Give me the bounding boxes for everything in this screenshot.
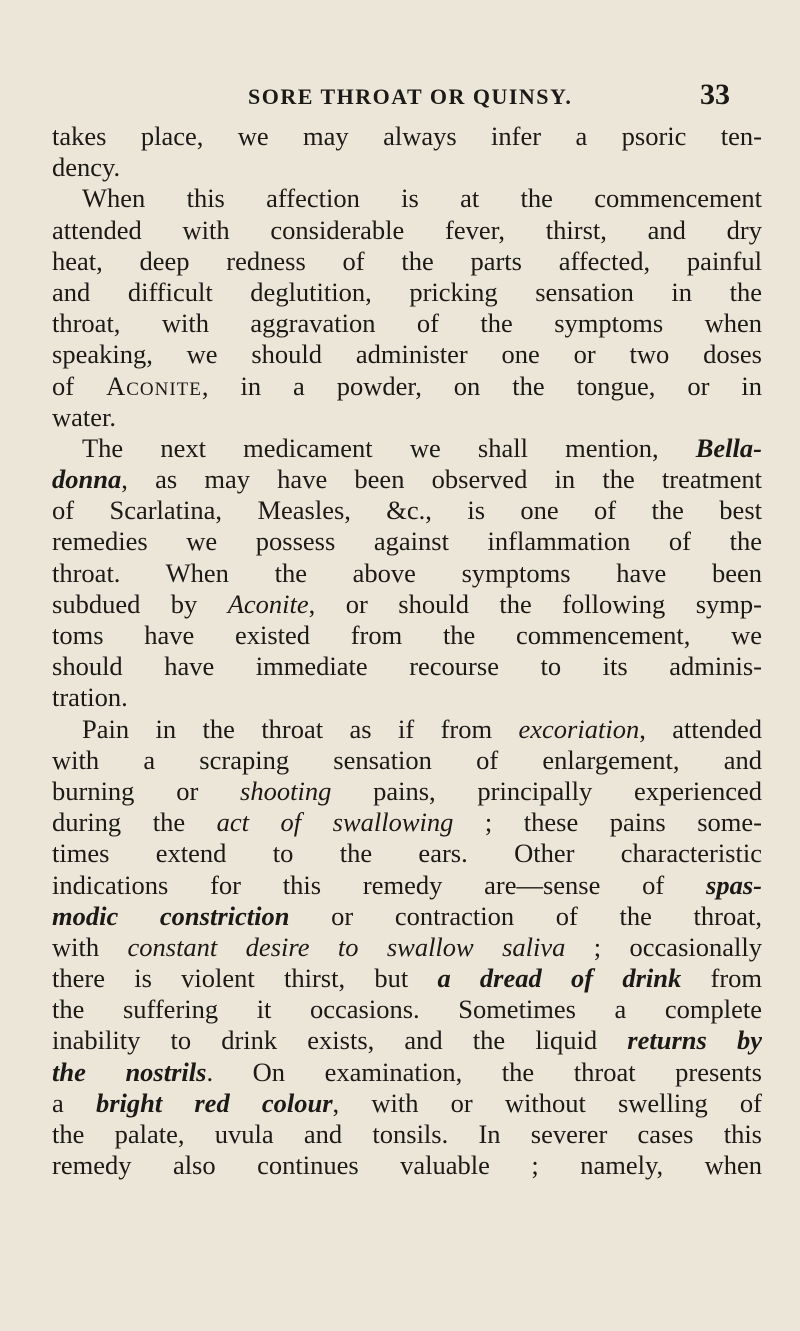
text-line: during the act of swallowing ; these pains some- [52, 807, 762, 838]
text-line: remedies we possess against inflammation of the [52, 526, 762, 557]
text-line: with a scraping sensation of enlargement, and [52, 744, 762, 775]
text-line: the palate, uvula and tonsils. In severer cases this [52, 1119, 762, 1149]
text-line: water. [52, 401, 117, 432]
text-line: donna, as may have been observed in the treatment [52, 464, 762, 495]
text-line: attended with considerable fever, thirst, and dry [52, 214, 762, 245]
text-line: indications for this remedy are—sense of spas- [52, 869, 762, 900]
text-line: modic constriction or contraction of the throat, [52, 900, 762, 931]
emphasis: constant desire to swallow saliva [127, 931, 566, 962]
text-line: inability to drink exists, and the liquid returns by [52, 1025, 762, 1056]
text-line: times extend to the ears. Other characteristic [52, 838, 762, 869]
running-head: SORE THROAT OR QUINSY. [248, 84, 573, 109]
emphasis: shooting [240, 775, 332, 806]
emphasis: returns by [627, 1025, 762, 1056]
emphasis: modic constriction [52, 900, 290, 931]
text-line: tration. [52, 682, 128, 713]
emphasis: Bella- [695, 432, 762, 463]
text-line: a bright red colour, with or without swelling of [52, 1087, 763, 1118]
text-line: When this affection is at the commencement [82, 183, 762, 214]
text-line: with constant desire to swallow saliva ; occasionally [52, 931, 762, 962]
text-line: speaking, we should administer one or two doses [52, 339, 762, 370]
text-line: of Scarlatina, Measles, &c., is one of the best [52, 495, 762, 526]
text-line: dency. [52, 152, 121, 183]
text-line: subdued by Aconite, or should the following symp- [52, 588, 762, 619]
text-line: Pain in the throat as if from excoriation, attended [82, 713, 762, 744]
emphasis: excoriation [518, 713, 640, 744]
text-line: heat, deep redness of the parts affected, painful [52, 245, 762, 276]
emphasis: bright red colour [95, 1087, 333, 1118]
emphasis: Aconite [227, 588, 309, 619]
body-text [52, 121, 762, 1181]
emphasis: a dread of drink [437, 963, 682, 994]
emphasis: the nostrils [52, 1056, 207, 1087]
text-line: The next medicament we shall mention, Bella- [82, 432, 762, 463]
text-line: burning or shooting pains, principally experienced [52, 775, 762, 806]
text-line: takes place, we may always infer a psoric ten- [52, 121, 762, 151]
page-header [0, 78, 800, 118]
text-line: should have immediate recourse to its adminis- [52, 651, 762, 682]
text-line: throat, with aggravation of the symptoms when [52, 308, 762, 339]
page-number: 33 [700, 78, 730, 111]
text-line: of Aconite, in a powder, on the tongue, or in [52, 370, 762, 401]
text-line: the nostrils. On examination, the throat presents [52, 1056, 762, 1087]
emphasis: donna [52, 464, 122, 495]
emphasis: spas- [706, 869, 762, 900]
emphasis: act of swallowing [216, 807, 454, 838]
text-line: throat. When the above symptoms have been [52, 557, 762, 588]
emphasis: Aconite [106, 370, 202, 401]
text-line: and difficult deglutition, pricking sensation in the [52, 276, 762, 307]
text-line: there is violent thirst, but a dread of drink from [52, 963, 763, 994]
text-line: the suffering it occasions. Sometimes a complete [52, 994, 762, 1025]
text-line: toms have existed from the commencement, we [52, 620, 762, 650]
text-line: remedy also continues valuable ; namely, when [52, 1150, 762, 1181]
